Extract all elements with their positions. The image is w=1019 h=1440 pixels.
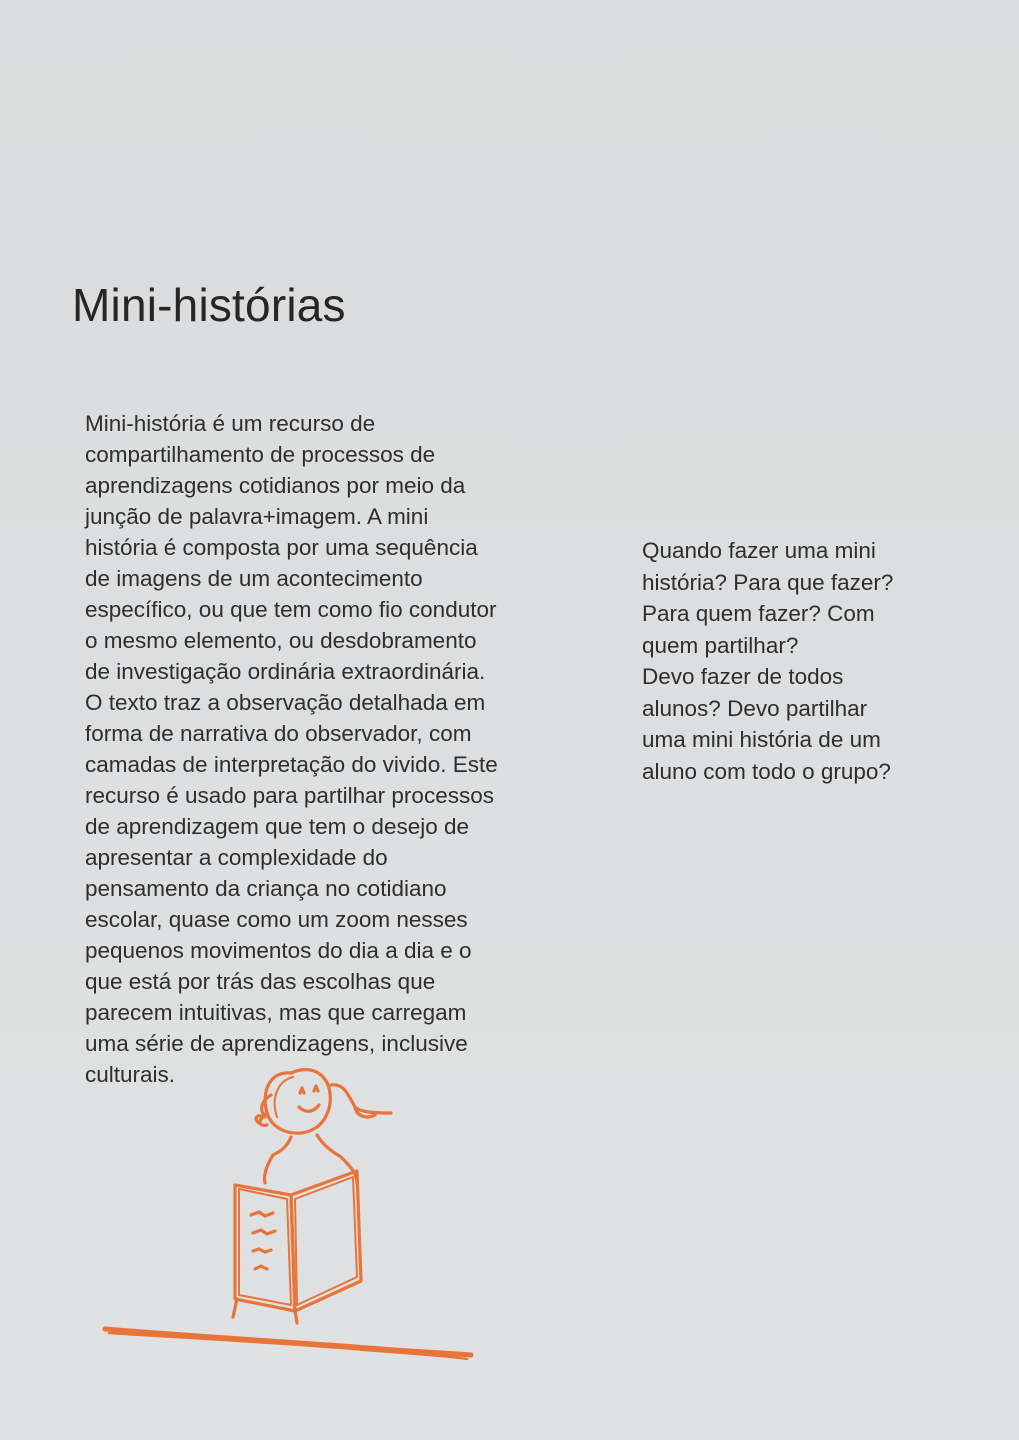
side-line: Para quem fazer? Com: [642, 601, 875, 626]
main-line: específico, ou que tem como fio condutor: [85, 597, 497, 622]
side-line: aluno com todo o grupo?: [642, 758, 891, 784]
side-line: história? Para que fazer?: [642, 569, 894, 595]
side-line: quem partilhar?: [642, 632, 799, 658]
main-paragraph: [85, 408, 605, 1090]
main-line: o mesmo elemento, ou desdobramento: [85, 628, 477, 653]
main-line: forma de narrativa do observador, com: [85, 721, 472, 746]
side-line: Devo fazer de todos: [642, 664, 844, 689]
side-questions: [642, 535, 972, 787]
main-line: recurso é usado para partilhar processos: [85, 783, 494, 808]
side-line: alunos? Devo partilhar: [642, 695, 868, 721]
main-line: que está por trás das escolhas que: [85, 969, 436, 994]
main-line: de aprendizagem que tem o desejo de: [85, 814, 470, 839]
main-line: culturais.: [85, 1062, 176, 1087]
child-reading-book-icon: [95, 1055, 485, 1375]
side-line: uma mini história de um: [642, 727, 881, 752]
main-line: uma série de aprendizagens, inclusive: [85, 1031, 468, 1056]
side-line: Quando fazer uma mini: [642, 538, 876, 563]
main-line: apresentar a complexidade do: [85, 845, 388, 870]
main-line: aprendizagens cotidianos por meio da: [85, 473, 466, 498]
main-line: compartilhamento de processos de: [85, 442, 436, 467]
main-line: de investigação ordinária extraordinária.: [85, 659, 486, 684]
main-line: O texto traz a observação detalhada em: [85, 690, 486, 715]
main-line: junção de palavra+imagem. A mini: [85, 504, 429, 529]
main-line: camadas de interpretação do vivido. Este: [85, 752, 498, 777]
main-line: pensamento da criança no cotidiano: [85, 876, 447, 901]
main-line: pequenos movimentos do dia a dia e o: [85, 938, 472, 963]
main-line: de imagens de um acontecimento: [85, 566, 423, 591]
main-line: parecem intuitivas, mas que carregam: [85, 1000, 467, 1025]
main-line: história é composta por uma sequência: [85, 535, 478, 560]
main-line: escolar, quase como um zoom nesses: [85, 907, 468, 932]
page-title: Mini-histórias: [72, 279, 346, 331]
main-line: Mini-história é um recurso de: [85, 411, 376, 436]
